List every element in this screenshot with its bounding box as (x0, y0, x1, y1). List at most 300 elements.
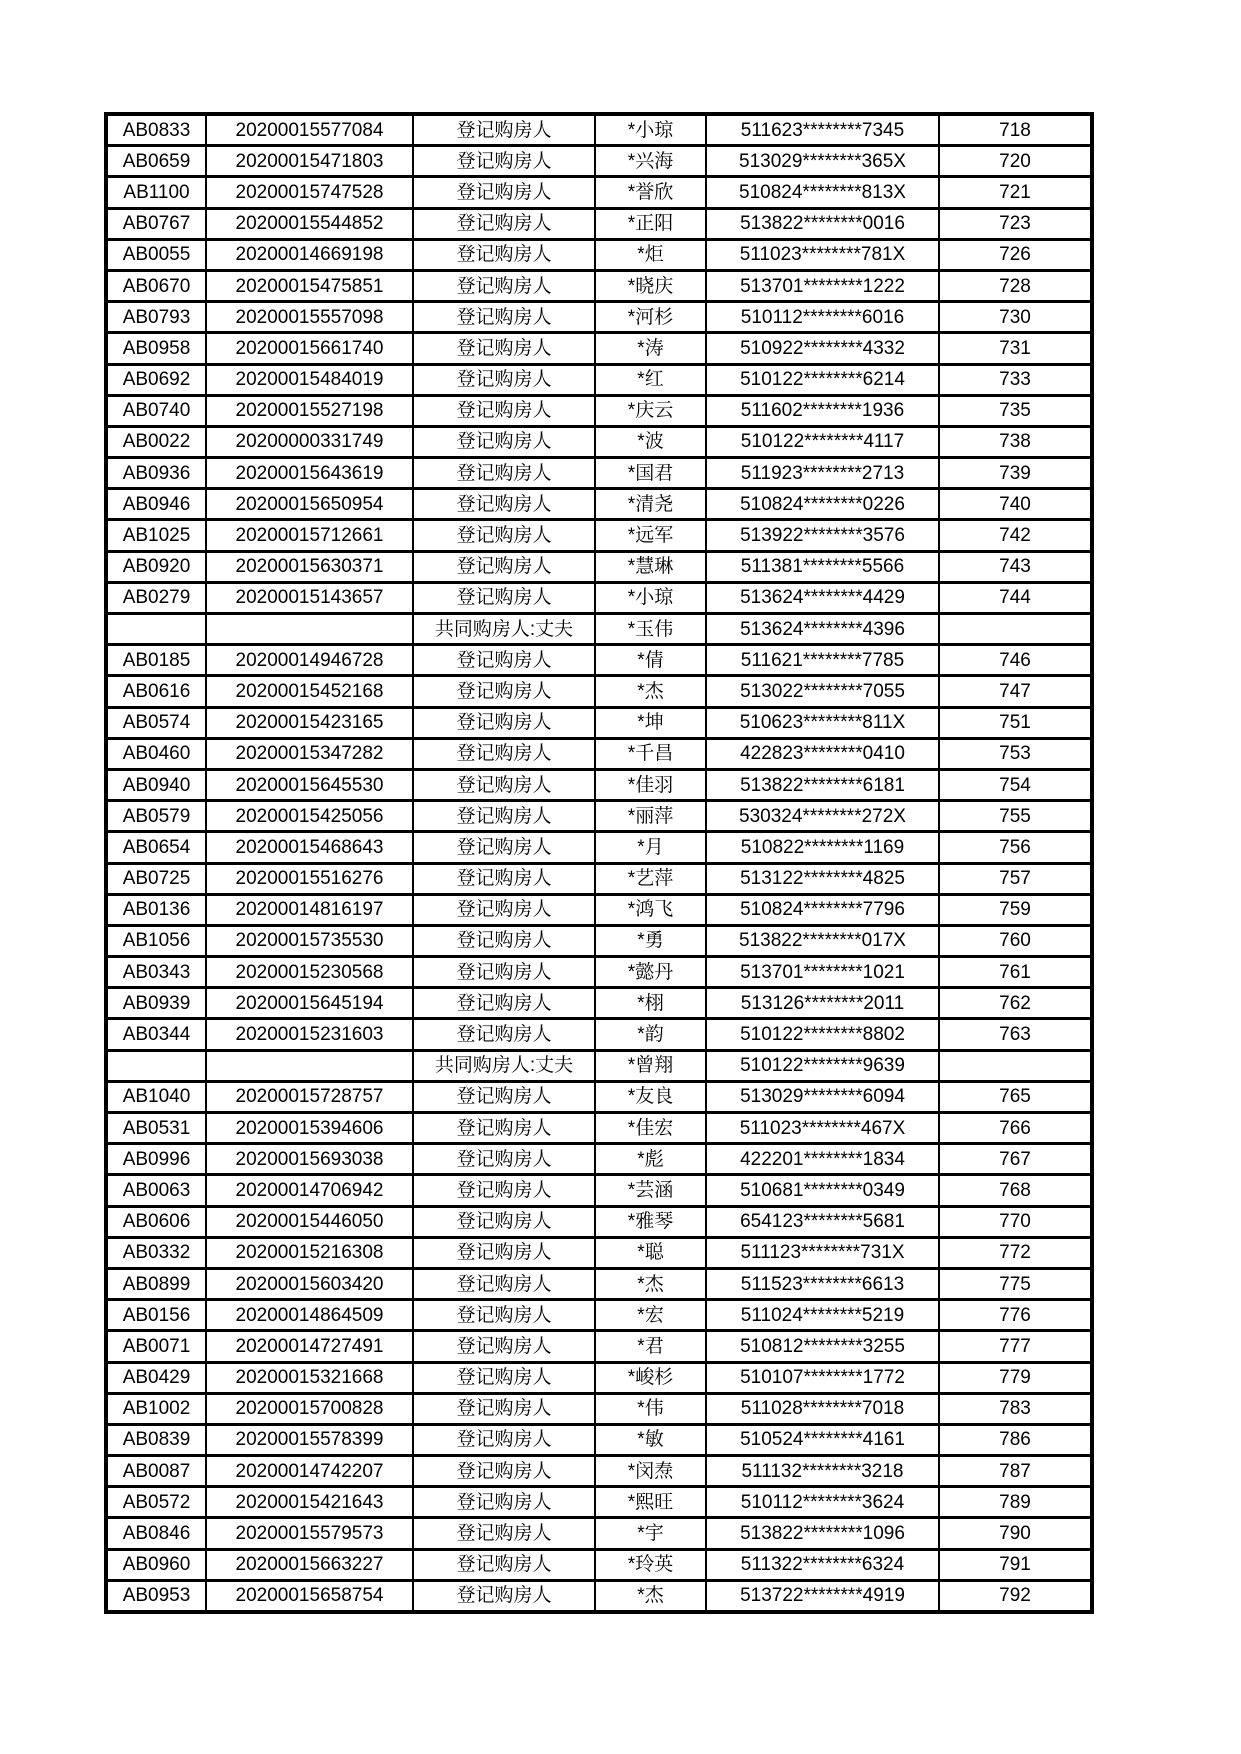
table-cell: AB0460 (106, 738, 206, 769)
table-cell: 513822********6181 (706, 769, 939, 800)
table-cell: 20200014669198 (206, 239, 413, 270)
table-cell: 513822********1096 (706, 1518, 939, 1549)
table-cell: 753 (939, 738, 1092, 769)
table-cell: AB0670 (106, 270, 206, 301)
table-cell: 20200015425056 (206, 801, 413, 832)
table-cell: 登记购房人 (413, 582, 595, 613)
table-cell: 510824********0226 (706, 489, 939, 520)
table-cell: 20200015578399 (206, 1424, 413, 1455)
table-cell: 792 (939, 1580, 1092, 1612)
table-cell: 754 (939, 769, 1092, 800)
table-cell: 751 (939, 707, 1092, 738)
table-row (106, 1206, 1092, 1237)
table-row (106, 1549, 1092, 1580)
table-cell: 登记购房人 (413, 1144, 595, 1175)
table-cell: 776 (939, 1300, 1092, 1331)
table-cell: 20200014727491 (206, 1331, 413, 1362)
table-cell: AB0531 (106, 1113, 206, 1144)
table-cell: 513624********4396 (706, 614, 939, 645)
table-cell: 513029********6094 (706, 1081, 939, 1112)
table-row (106, 1331, 1092, 1362)
table-cell: 登记购房人 (413, 645, 595, 676)
table-cell (206, 614, 413, 645)
table-row (106, 364, 1092, 395)
table-cell: 20200015577084 (206, 114, 413, 146)
table-cell: AB1002 (106, 1393, 206, 1424)
table-cell: AB0940 (106, 769, 206, 800)
table-cell: *慧琳 (595, 551, 706, 582)
table-cell: 513701********1021 (706, 957, 939, 988)
table-cell: 720 (939, 146, 1092, 177)
table-cell: *杰 (595, 676, 706, 707)
table-cell: 743 (939, 551, 1092, 582)
table-row (106, 925, 1092, 956)
table-cell: 770 (939, 1206, 1092, 1237)
table-cell: *雅琴 (595, 1206, 706, 1237)
table-cell: AB0572 (106, 1487, 206, 1518)
table-cell: 738 (939, 426, 1092, 457)
table-cell: 789 (939, 1487, 1092, 1518)
table-cell: 511322********6324 (706, 1549, 939, 1580)
table-cell: 20200015728757 (206, 1081, 413, 1112)
table-cell: 20200015712661 (206, 520, 413, 551)
table-cell: AB0960 (106, 1549, 206, 1580)
table-row (106, 426, 1092, 457)
table-cell: 511381********5566 (706, 551, 939, 582)
table-cell: 登记购房人 (413, 1487, 595, 1518)
table-row (106, 551, 1092, 582)
table-cell: 20200014816197 (206, 894, 413, 925)
table-cell: 登记购房人 (413, 1300, 595, 1331)
table-cell: 733 (939, 364, 1092, 395)
table-cell: 721 (939, 177, 1092, 208)
table-cell: 登记购房人 (413, 957, 595, 988)
table-cell: *庆云 (595, 395, 706, 426)
table-row (106, 1144, 1092, 1175)
table-cell: AB0136 (106, 894, 206, 925)
table-cell: AB0725 (106, 863, 206, 894)
table-cell: 登记购房人 (413, 801, 595, 832)
table-cell: 511602********1936 (706, 395, 939, 426)
table-cell: 20200015516276 (206, 863, 413, 894)
table-cell: *曾翔 (595, 1050, 706, 1081)
table-cell: AB0343 (106, 957, 206, 988)
table-cell: 511023********781X (706, 239, 939, 270)
table-cell: AB0654 (106, 832, 206, 863)
table-cell: *佳宏 (595, 1113, 706, 1144)
table-cell: 761 (939, 957, 1092, 988)
table-cell: 511623********7345 (706, 114, 939, 146)
table-cell: 772 (939, 1237, 1092, 1268)
table-row (106, 1268, 1092, 1299)
table-cell: 510822********1169 (706, 832, 939, 863)
table-cell: 513722********4919 (706, 1580, 939, 1612)
table-cell: 20200015484019 (206, 364, 413, 395)
table-cell: 20200015557098 (206, 302, 413, 333)
table-cell: *宇 (595, 1518, 706, 1549)
table-cell: AB0946 (106, 489, 206, 520)
table-cell: 723 (939, 208, 1092, 239)
table-cell: 768 (939, 1175, 1092, 1206)
table-cell: AB0022 (106, 426, 206, 457)
table-cell: *鸿飞 (595, 894, 706, 925)
table-cell: 510623********811X (706, 707, 939, 738)
table-cell: 510107********1772 (706, 1362, 939, 1393)
table-cell: *栩 (595, 988, 706, 1019)
table-cell: 登记购房人 (413, 832, 595, 863)
table-cell: *晓庆 (595, 270, 706, 301)
table-cell: *丽萍 (595, 801, 706, 832)
table-cell: 20200015468643 (206, 832, 413, 863)
buyer-list-table (104, 112, 1094, 1614)
table-cell: 20200000331749 (206, 426, 413, 457)
table-cell: *兴海 (595, 146, 706, 177)
table-cell: *佳羽 (595, 769, 706, 800)
table-cell: *倩 (595, 645, 706, 676)
table-cell: 20200015421643 (206, 1487, 413, 1518)
table-cell: 登记购房人 (413, 1580, 595, 1612)
table-row (106, 645, 1092, 676)
table-cell (206, 1050, 413, 1081)
table-cell: AB0063 (106, 1175, 206, 1206)
table-cell: 422823********0410 (706, 738, 939, 769)
table-cell: 20200015216308 (206, 1237, 413, 1268)
table-cell: 791 (939, 1549, 1092, 1580)
table-cell: 511028********7018 (706, 1393, 939, 1424)
table-cell: AB0344 (106, 1019, 206, 1050)
table-row (106, 1175, 1092, 1206)
table-cell: *伟 (595, 1393, 706, 1424)
table-row (106, 988, 1092, 1019)
table-cell: 513029********365X (706, 146, 939, 177)
table-cell: 登记购房人 (413, 988, 595, 1019)
table-cell: 20200015735530 (206, 925, 413, 956)
table-cell: 513022********7055 (706, 676, 939, 707)
table-cell: 20200015650954 (206, 489, 413, 520)
table-cell: *勇 (595, 925, 706, 956)
table-cell: AB0920 (106, 551, 206, 582)
table-cell: 20200015143657 (206, 582, 413, 613)
table-row (106, 957, 1092, 988)
table-cell: 20200015394606 (206, 1113, 413, 1144)
table-cell: *杰 (595, 1580, 706, 1612)
table-cell: 登记购房人 (413, 769, 595, 800)
table-cell: 767 (939, 1144, 1092, 1175)
table-cell: AB0846 (106, 1518, 206, 1549)
table-cell: 760 (939, 925, 1092, 956)
table-cell: 510812********3255 (706, 1331, 939, 1362)
table-cell: 20200015630371 (206, 551, 413, 582)
table-row (106, 395, 1092, 426)
table-cell: 登记购房人 (413, 146, 595, 177)
table-cell: *芸涵 (595, 1175, 706, 1206)
table-row (106, 1362, 1092, 1393)
table-row (106, 738, 1092, 769)
table-cell: *小琼 (595, 114, 706, 146)
table-cell (939, 614, 1092, 645)
table-cell: 登记购房人 (413, 1456, 595, 1487)
table-row (106, 239, 1092, 270)
table-cell: 783 (939, 1393, 1092, 1424)
table-cell: 登记购房人 (413, 1549, 595, 1580)
table-cell: AB0156 (106, 1300, 206, 1331)
table-cell: 510112********6016 (706, 302, 939, 333)
table-cell: 20200015446050 (206, 1206, 413, 1237)
table-cell: *敏 (595, 1424, 706, 1455)
table-cell: 登记购房人 (413, 208, 595, 239)
table-cell: AB0767 (106, 208, 206, 239)
table-cell: 20200015321668 (206, 1362, 413, 1393)
table-cell (939, 1050, 1092, 1081)
table-cell: 422201********1834 (706, 1144, 939, 1175)
table-cell: 登记购房人 (413, 1362, 595, 1393)
table-cell: 登记购房人 (413, 1268, 595, 1299)
table-cell: 766 (939, 1113, 1092, 1144)
table-cell: 20200015645194 (206, 988, 413, 1019)
table-cell: 735 (939, 395, 1092, 426)
table-row (106, 801, 1092, 832)
table-cell: 755 (939, 801, 1092, 832)
table-cell: *玉伟 (595, 614, 706, 645)
table-cell: *宏 (595, 1300, 706, 1331)
table-cell: 510524********4161 (706, 1424, 939, 1455)
table-cell: 731 (939, 333, 1092, 364)
table-cell: 登记购房人 (413, 1175, 595, 1206)
table-cell: AB0793 (106, 302, 206, 333)
table-cell: AB0692 (106, 364, 206, 395)
table-row (106, 707, 1092, 738)
table-row (106, 146, 1092, 177)
table-cell: 登记购房人 (413, 894, 595, 925)
table-row (106, 614, 1092, 645)
table-cell: 20200015658754 (206, 1580, 413, 1612)
table-cell: 20200014742207 (206, 1456, 413, 1487)
table-cell: 511132********3218 (706, 1456, 939, 1487)
table-cell: 登记购房人 (413, 1206, 595, 1237)
table-cell: 登记购房人 (413, 333, 595, 364)
table-cell: AB0839 (106, 1424, 206, 1455)
table-cell: AB0574 (106, 707, 206, 738)
table-cell: 765 (939, 1081, 1092, 1112)
table-cell: 510122********9639 (706, 1050, 939, 1081)
table-cell: AB0659 (106, 146, 206, 177)
table-cell: 786 (939, 1424, 1092, 1455)
table-cell: AB1025 (106, 520, 206, 551)
table-row (106, 582, 1092, 613)
table-cell: 730 (939, 302, 1092, 333)
table-cell: 20200015693038 (206, 1144, 413, 1175)
table-cell: 510824********813X (706, 177, 939, 208)
table-cell: *友良 (595, 1081, 706, 1112)
table-cell: 20200014864509 (206, 1300, 413, 1331)
table-cell: 20200015230568 (206, 957, 413, 988)
table-cell: 510122********8802 (706, 1019, 939, 1050)
table-cell: 759 (939, 894, 1092, 925)
table-cell: 共同购房人:丈夫 (413, 614, 595, 645)
table-cell: 513922********3576 (706, 520, 939, 551)
buyer-table-body (106, 114, 1092, 1612)
table-cell: *小琼 (595, 582, 706, 613)
table-cell: *君 (595, 1331, 706, 1362)
table-cell: 740 (939, 489, 1092, 520)
table-cell: 20200015231603 (206, 1019, 413, 1050)
table-cell: AB0616 (106, 676, 206, 707)
table-cell: 20200015643619 (206, 458, 413, 489)
table-cell: 登记购房人 (413, 270, 595, 301)
table-cell: *月 (595, 832, 706, 863)
table-cell: 779 (939, 1362, 1092, 1393)
table-cell: AB0071 (106, 1331, 206, 1362)
table-cell: 787 (939, 1456, 1092, 1487)
table-cell: 登记购房人 (413, 738, 595, 769)
table-row (106, 1424, 1092, 1455)
table-cell: AB0958 (106, 333, 206, 364)
table-cell: AB0279 (106, 582, 206, 613)
table-cell: 739 (939, 458, 1092, 489)
table-cell: 510681********0349 (706, 1175, 939, 1206)
table-cell: 757 (939, 863, 1092, 894)
table-row (106, 1580, 1092, 1612)
table-cell: 登记购房人 (413, 489, 595, 520)
table-cell: AB0185 (106, 645, 206, 676)
table-cell: 登记购房人 (413, 395, 595, 426)
table-cell: 728 (939, 270, 1092, 301)
table-cell: 510112********3624 (706, 1487, 939, 1518)
table-row (106, 1393, 1092, 1424)
table-row (106, 208, 1092, 239)
table-cell: 20200015423165 (206, 707, 413, 738)
table-row (106, 832, 1092, 863)
table-cell: 511024********5219 (706, 1300, 939, 1331)
table-cell: AB0833 (106, 114, 206, 146)
table-cell: 744 (939, 582, 1092, 613)
table-cell: 718 (939, 114, 1092, 146)
table-cell: AB0996 (106, 1144, 206, 1175)
table-cell: *河杉 (595, 302, 706, 333)
table-cell: 登记购房人 (413, 1081, 595, 1112)
table-cell: 742 (939, 520, 1092, 551)
table-cell: 登记购房人 (413, 1237, 595, 1268)
table-cell: *峻杉 (595, 1362, 706, 1393)
table-cell: 20200015579573 (206, 1518, 413, 1549)
table-cell: 20200015747528 (206, 177, 413, 208)
table-cell: 20200015645530 (206, 769, 413, 800)
table-cell: AB0939 (106, 988, 206, 1019)
table-cell: 762 (939, 988, 1092, 1019)
table-cell: *坤 (595, 707, 706, 738)
table-cell: *闵焘 (595, 1456, 706, 1487)
table-cell: 登记购房人 (413, 1113, 595, 1144)
table-cell: *誉欣 (595, 177, 706, 208)
table-cell: *聪 (595, 1237, 706, 1268)
table-cell: *正阳 (595, 208, 706, 239)
table-cell: 510922********4332 (706, 333, 939, 364)
table-cell: 511023********467X (706, 1113, 939, 1144)
table-cell: *熙旺 (595, 1487, 706, 1518)
table-cell: 登记购房人 (413, 114, 595, 146)
table-cell: 20200015471803 (206, 146, 413, 177)
table-cell: 登记购房人 (413, 239, 595, 270)
table-row (106, 1237, 1092, 1268)
table-cell: 510122********6214 (706, 364, 939, 395)
table-cell: *远军 (595, 520, 706, 551)
table-cell: AB0606 (106, 1206, 206, 1237)
table-cell: 登记购房人 (413, 426, 595, 457)
table-cell: AB1100 (106, 177, 206, 208)
table-cell: *彪 (595, 1144, 706, 1175)
table-cell: AB0953 (106, 1580, 206, 1612)
table-row (106, 1050, 1092, 1081)
table-cell: 511621********7785 (706, 645, 939, 676)
table-cell: 511923********2713 (706, 458, 939, 489)
table-cell: 513122********4825 (706, 863, 939, 894)
table-cell: *玲英 (595, 1549, 706, 1580)
table-cell: 20200015527198 (206, 395, 413, 426)
table-cell: 790 (939, 1518, 1092, 1549)
table-row (106, 333, 1092, 364)
table-cell: 20200015347282 (206, 738, 413, 769)
table-cell: 513822********0016 (706, 208, 939, 239)
table-row (106, 489, 1092, 520)
table-cell: 登记购房人 (413, 1518, 595, 1549)
table-cell: 登记购房人 (413, 1019, 595, 1050)
table-cell: 20200015661740 (206, 333, 413, 364)
table-cell: *杰 (595, 1268, 706, 1299)
table-cell: 登记购房人 (413, 177, 595, 208)
table-cell: 登记购房人 (413, 676, 595, 707)
table-cell: AB0429 (106, 1362, 206, 1393)
table-cell: 20200014706942 (206, 1175, 413, 1206)
table-cell: AB1056 (106, 925, 206, 956)
table-cell: 登记购房人 (413, 551, 595, 582)
table-cell: 756 (939, 832, 1092, 863)
table-cell: AB1040 (106, 1081, 206, 1112)
table-cell: 登记购房人 (413, 1331, 595, 1362)
table-cell: 510122********4117 (706, 426, 939, 457)
table-cell: AB0740 (106, 395, 206, 426)
table-cell: *红 (595, 364, 706, 395)
table-cell: 登记购房人 (413, 1424, 595, 1455)
table-cell: *波 (595, 426, 706, 457)
table-cell: 20200015452168 (206, 676, 413, 707)
table-cell: 登记购房人 (413, 364, 595, 395)
table-cell: 530324********272X (706, 801, 939, 832)
table-cell: 20200015544852 (206, 208, 413, 239)
table-cell: 513822********017X (706, 925, 939, 956)
table-cell: 746 (939, 645, 1092, 676)
table-row (106, 769, 1092, 800)
table-cell: *懿丹 (595, 957, 706, 988)
table-row (106, 1300, 1092, 1331)
table-cell: 登记购房人 (413, 925, 595, 956)
table-cell: 513126********2011 (706, 988, 939, 1019)
table-cell: *艺萍 (595, 863, 706, 894)
table-cell: 20200015663227 (206, 1549, 413, 1580)
table-cell: 513701********1222 (706, 270, 939, 301)
table-cell: 登记购房人 (413, 1393, 595, 1424)
table-cell: 登记购房人 (413, 302, 595, 333)
table-row (106, 114, 1092, 146)
table-row (106, 177, 1092, 208)
table-row (106, 1019, 1092, 1050)
table-row (106, 1518, 1092, 1549)
table-cell: AB0055 (106, 239, 206, 270)
table-row (106, 302, 1092, 333)
table-cell: 20200015700828 (206, 1393, 413, 1424)
table-row (106, 1081, 1092, 1112)
table-row (106, 520, 1092, 551)
table-cell: AB0899 (106, 1268, 206, 1299)
